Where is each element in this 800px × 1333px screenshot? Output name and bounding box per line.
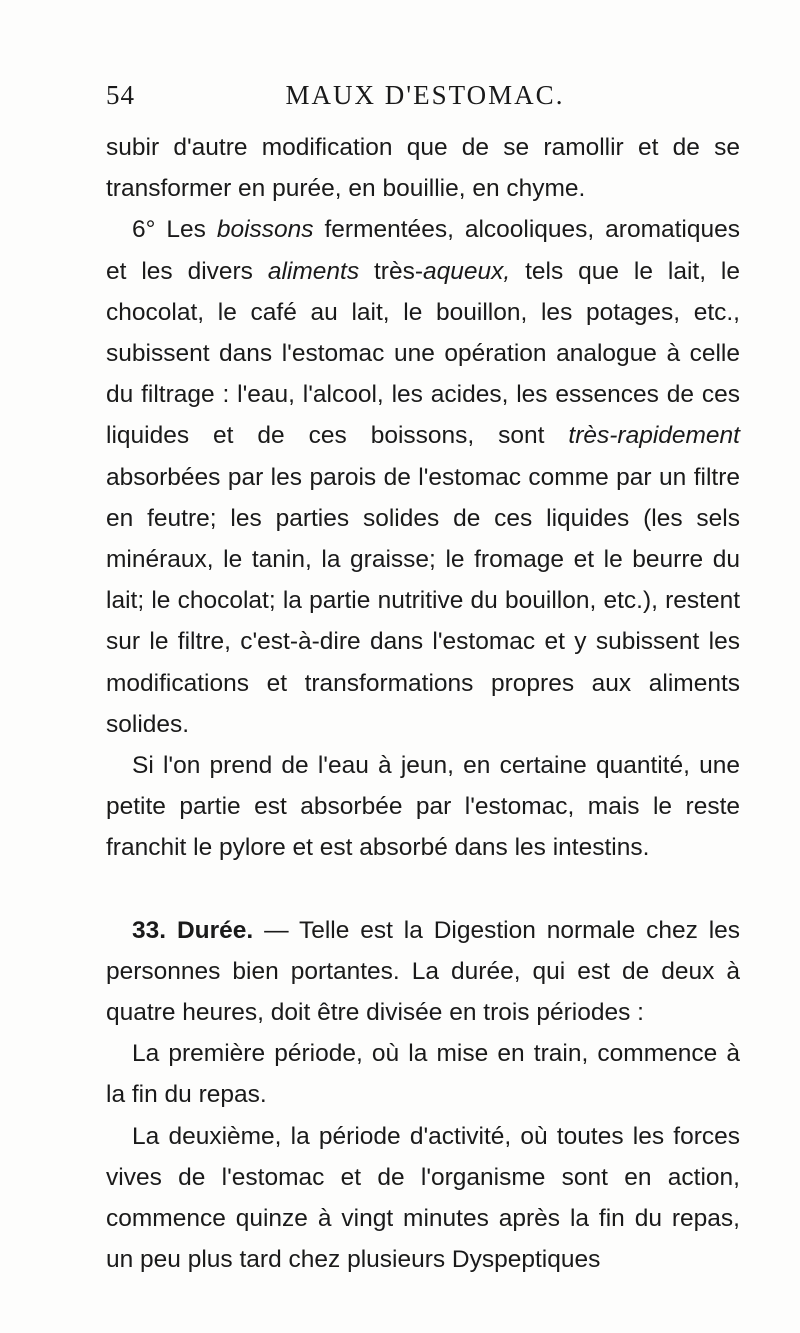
body-text: [106, 127, 740, 1280]
italic-span: boissons: [216, 216, 314, 244]
italic-span: aliments: [267, 257, 360, 285]
running-title: MAUX D'ESTOMAC.: [285, 80, 565, 110]
paragraph-6: La deuxième, la période d'activité, où toutes les forces vives de l'estomac et de l'organisme sont en action, commence quinze à vingt minutes après la fin du repas, un peu plus tard chez plusieurs Dyspeptiques: [106, 1122, 740, 1274]
section-number: 33.: [132, 916, 167, 944]
text-span: fermentées, alcooliques, aromatiques et les divers: [106, 216, 740, 285]
section-title: Durée.: [176, 916, 254, 944]
paragraph-3: Si l'on prend de l'eau à jeun, en certaine quantité, une petite partie est absorbée par l'estomac, mais le reste franchit le pylore et est absorbé dans les intestins.: [106, 752, 740, 862]
text-span: très-: [359, 257, 423, 285]
section-33: [106, 910, 740, 1034]
text-span: absorbées par les parois de l'estomac comme par un filtre en feutre; les parties solides de ces liquides (les sels minéraux, le tanin, la graisse; le fromage et le beurre du lait; le chocolat; la partie nutritive du bouillon, etc.), restent sur le filtre, c'est-à-dire dans l'estomac et y subissent les modifications et transformations propres aux aliments solides.: [106, 463, 740, 738]
paragraph-2: [106, 209, 740, 745]
section-text: — Telle est la Digestion normale chez les personnes bien portantes. La durée, qui est de deux à quatre heures, doit être divisée en trois périodes :: [106, 916, 741, 1027]
italic-span: très-rapidement: [568, 422, 740, 450]
text-span: tels que le lait, le chocolat, le café au lait, le bouillon, les potages, etc., subissent dans l'estomac une opération analogue à celle du filtrage : l'eau, l'alcool, les acides, les essences de ces liquides et de ces boissons, sont: [106, 257, 741, 450]
italic-span: aqueux,: [423, 257, 511, 285]
page-header: [106, 80, 744, 120]
page-number: 54: [106, 80, 135, 110]
text-span: 6° Les: [132, 216, 217, 244]
paragraph-1: subir d'autre modification que de se ramollir et de se transformer en purée, en bouillie, en chyme.: [106, 134, 740, 203]
paragraph-5: La première période, où la mise en train, commence à la fin du repas.: [106, 1040, 740, 1109]
